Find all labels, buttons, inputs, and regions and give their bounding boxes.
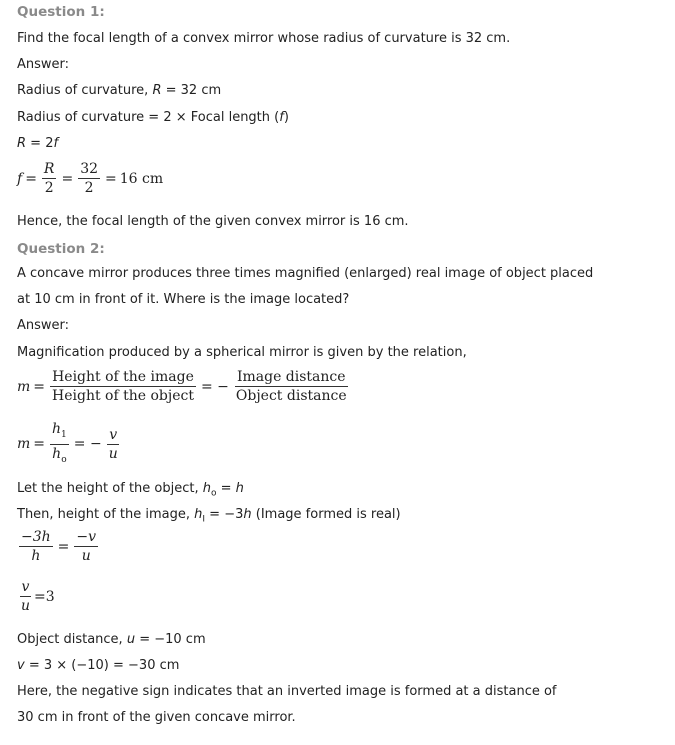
frac-den: 2 [44,180,54,196]
radius-prefix: Radius of curvature, [17,83,153,98]
question-1-heading: Question 1: [17,4,105,20]
h-var: h [52,421,62,437]
fraction-distances [234,368,349,405]
frac-num: Height of the image [52,369,194,385]
v-over-u-equation [17,578,55,615]
r-mid: = 2 [26,136,54,151]
frac-num: Image distance [236,369,346,385]
sub-o: o [210,488,217,499]
u-var: u [126,632,136,647]
let-prefix: Let the height of the object, [17,481,203,496]
frac-den: h [31,548,41,564]
frac-den: Height of the object [52,388,194,404]
h-var: h [202,481,211,496]
frac-den: u [21,598,31,614]
focal-length-equation [17,160,163,197]
h-var: h [243,507,252,522]
obj-suffix: = −10 cm [135,632,206,647]
sub-1: 1 [61,429,67,440]
fraction-v-over-u [19,578,32,615]
equals-sign: = [34,588,46,605]
equals-sign: = [33,378,46,395]
r-equals-2f [17,135,58,153]
then-suffix: (Image formed is real) [251,507,401,522]
equals-sign: = [61,170,74,187]
question-1-text: Find the focal length of a convex mirror whose radius of curvature is 32 cm. [17,31,511,46]
equals-minus: = − [73,436,102,453]
eq-lhs: f [17,170,23,187]
equals-sign: = [33,436,46,453]
object-height-line [17,480,244,503]
magnification-intro: Magnification produced by a spherical mirror is given by the relation, [17,345,467,360]
radius-suffix: = 32 cm [161,83,222,98]
equals-sign: = [57,538,70,555]
h-var: h [52,445,62,462]
then-prefix: Then, height of the image, [17,507,195,522]
question-2-text-line-1: A concave mirror produces three times magnified (enlarged) real image of object placed [17,266,594,281]
then-mid: = −3 [205,507,244,522]
fraction-v-over-u [107,426,120,463]
conclusion-line-1: Here, the negative sign indicates that an inverted image is formed at a distance of [17,684,557,699]
ratio-equation [17,528,100,565]
frac-den: u [108,445,118,462]
sub-o: o [61,454,67,465]
fraction-h1-over-ho [50,420,69,469]
question-2-heading: Question 2: [17,241,105,257]
frac-num: −v [76,529,97,545]
r-var: R [17,136,27,151]
relation-prefix: Radius of curvature = 2 × Focal length ( [17,110,280,125]
magnification-equation-words [17,368,351,405]
fraction-minusv-over-u [74,528,98,565]
frac-num [50,420,69,445]
f-var: f [53,136,59,151]
equals-minus: = − [200,378,229,395]
frac-num: v [21,579,30,595]
frac-num: 32 [80,161,99,177]
relation-suffix: ) [283,110,289,125]
conclusion-line-2: 30 cm in front of the given concave mirror. [17,710,296,725]
relation-var: f [279,110,284,125]
v-suffix: = 3 × (−10) = −30 cm [24,658,180,673]
frac-den: Object distance [235,388,347,404]
question-2-text-line-2: at 10 cm in front of it. Where is the image located? [17,292,350,307]
radius-var: R [152,83,162,98]
eq-result: 3 [45,588,55,605]
equals-sign: = [25,170,37,187]
sub-i: I [202,514,206,525]
object-distance-line [17,631,206,649]
image-distance-line [17,657,179,675]
answer-2-label: Answer: [17,318,70,333]
frac-num: −3h [21,529,51,545]
equals-sign: = [105,170,117,187]
fraction-r-over-2 [42,160,57,197]
obj-prefix: Object distance, [17,632,127,647]
radius-line [17,82,221,100]
eq-result: 16 cm [119,170,164,187]
fraction-heights [50,368,196,405]
fraction-minus3h-over-h [19,528,53,565]
fraction-32-over-2 [78,160,100,197]
frac-num: v [109,426,118,443]
answer-1-label: Answer: [17,57,70,72]
frac-den: 2 [84,180,94,196]
frac-den: u [81,548,91,564]
h-var: h [194,507,203,522]
relation-line [17,109,289,127]
magnification-equation-symbols [17,420,122,469]
eq-lhs: m [17,436,31,453]
frac-den [50,445,68,469]
frac-num: R [43,161,55,177]
image-height-line [17,506,401,529]
eq-lhs: m [17,378,31,395]
equals: = [216,481,236,496]
h-var: h [235,481,244,496]
question-1-conclusion: Hence, the focal length of the given convex mirror is 16 cm. [17,214,409,229]
v-var: v [17,658,25,673]
